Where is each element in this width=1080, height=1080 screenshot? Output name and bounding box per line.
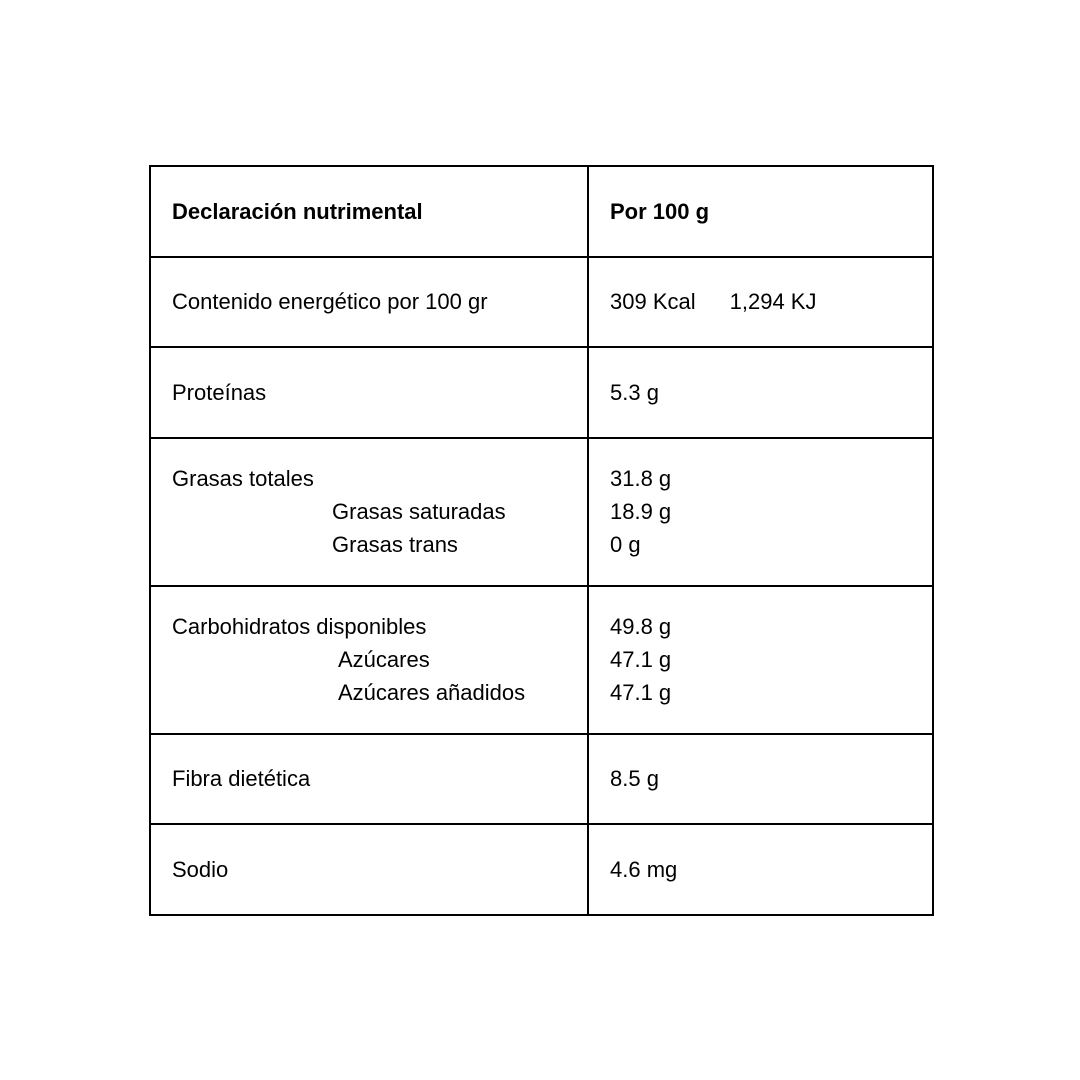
- protein-label: Proteínas: [150, 347, 588, 438]
- total-fat-value: 31.8 g: [610, 466, 672, 491]
- fiber-label: Fibra dietética: [150, 734, 588, 825]
- energy-row: [150, 257, 933, 348]
- carbs-label-cell: [150, 586, 588, 734]
- added-sugars-value: 47.1 g: [610, 680, 672, 705]
- saturated-fat-label: Grasas saturadas: [332, 499, 506, 524]
- nutrition-table: [149, 165, 934, 916]
- fiber-value: 8.5 g: [588, 734, 933, 825]
- sodium-label: Sodio: [150, 824, 588, 915]
- energy-label: Contenido energético por 100 gr: [150, 257, 588, 348]
- saturated-fat-value: 18.9 g: [610, 499, 672, 524]
- trans-fat-value: 0 g: [610, 532, 641, 557]
- total-fat-label: Grasas totales: [172, 466, 314, 491]
- fats-value-cell: [588, 438, 933, 586]
- carbs-label: Carbohidratos disponibles: [172, 614, 427, 639]
- sodium-value: 4.6 mg: [588, 824, 933, 915]
- header-label: Declaración nutrimental: [150, 166, 588, 257]
- header-value: Por 100 g: [588, 166, 933, 257]
- energy-value-cell: [588, 257, 933, 348]
- sugars-label: Azúcares: [338, 647, 430, 672]
- energy-kj: 1,294 KJ: [729, 289, 817, 315]
- trans-fat-label: Grasas trans: [332, 532, 458, 557]
- protein-row: [150, 347, 933, 438]
- sodium-row: [150, 824, 933, 915]
- fats-row: [150, 438, 933, 586]
- energy-kcal: 309 Kcal: [610, 289, 696, 315]
- carbs-row: [150, 586, 933, 734]
- fiber-row: [150, 734, 933, 825]
- carbs-value-cell: [588, 586, 933, 734]
- protein-value: 5.3 g: [588, 347, 933, 438]
- added-sugars-label: Azúcares añadidos: [338, 680, 526, 705]
- sugars-value: 47.1 g: [610, 647, 672, 672]
- header-row: [150, 166, 933, 257]
- carbs-value: 49.8 g: [610, 614, 672, 639]
- fats-label-cell: [150, 438, 588, 586]
